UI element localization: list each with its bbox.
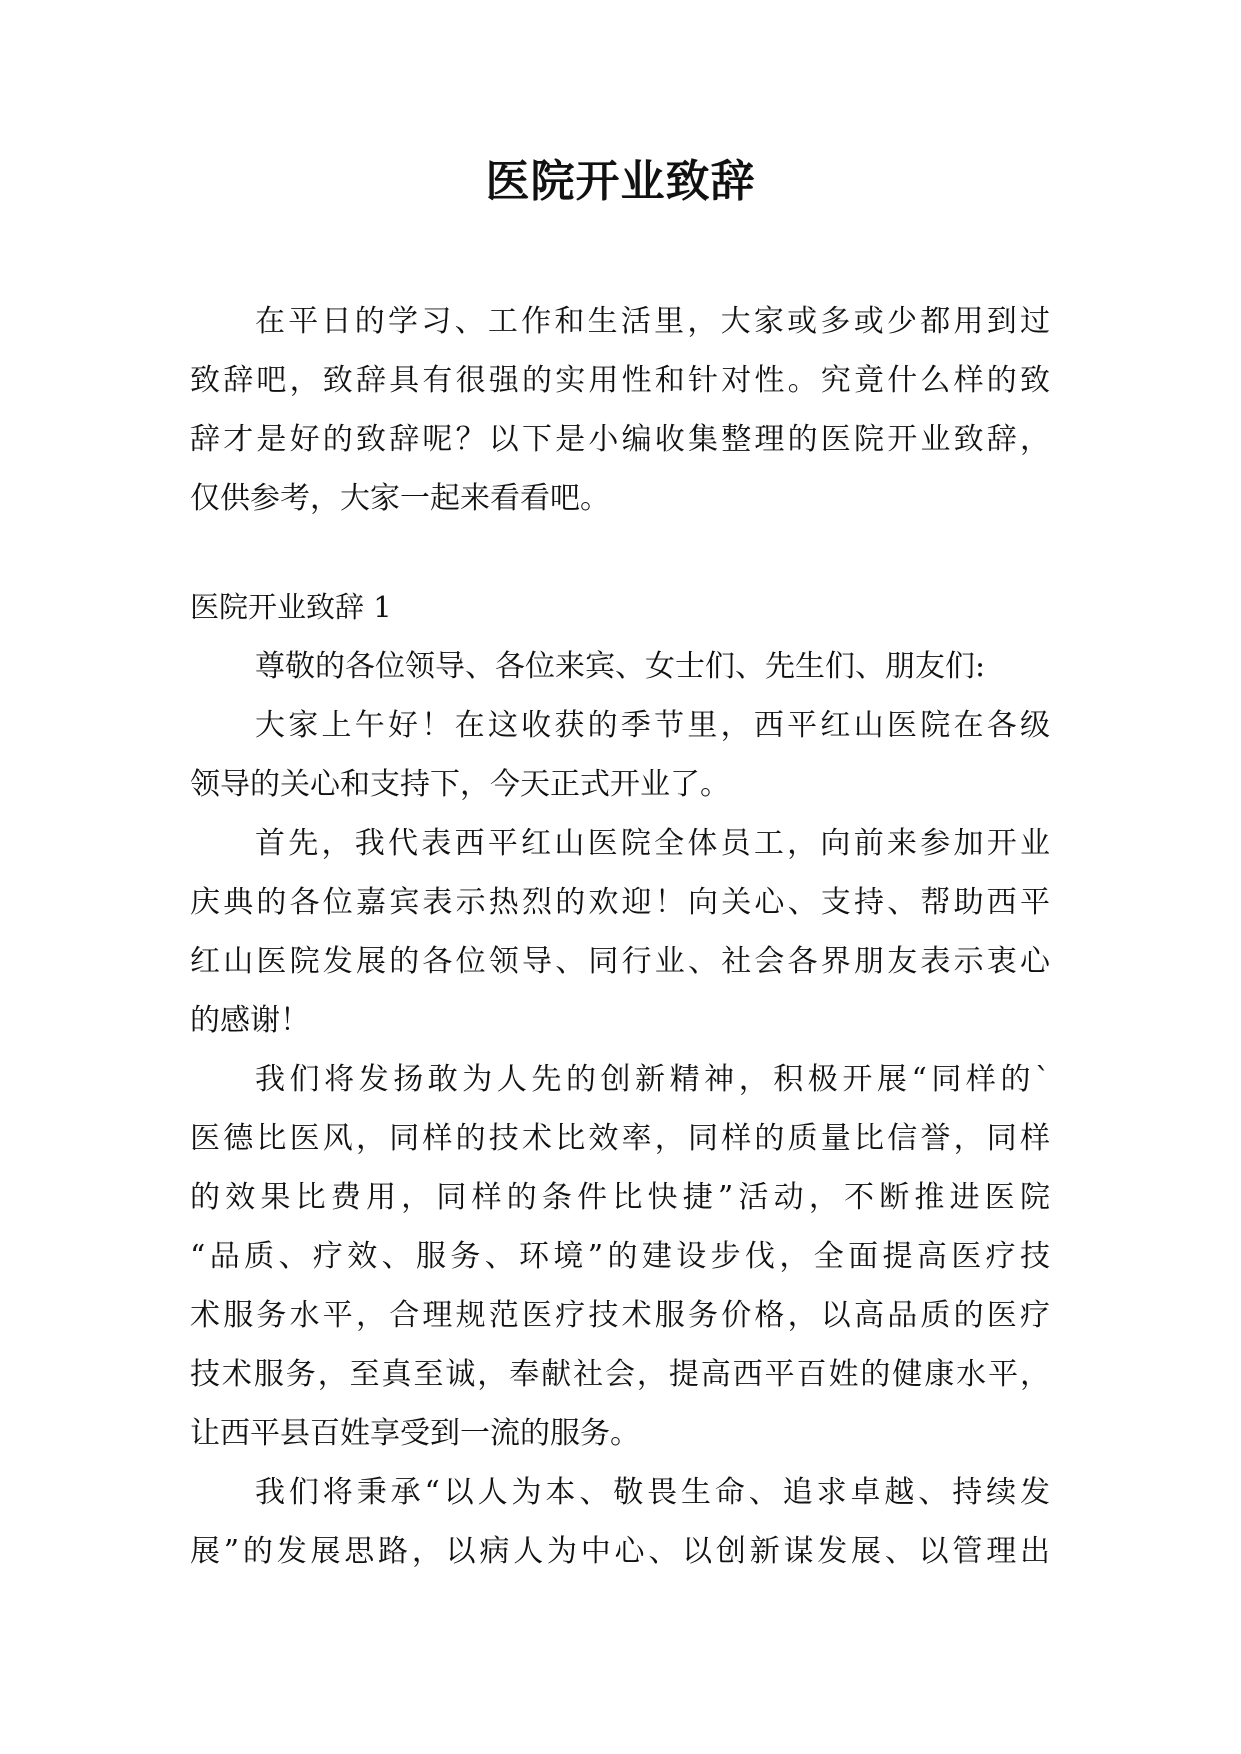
document-title: 医院开业致辞 <box>485 156 756 207</box>
text-line: 的感谢！ <box>190 1003 310 1038</box>
text-line: 我们将发扬敢为人先的创新精神，积极开展“同样的` <box>255 1062 1050 1097</box>
text-line: 大家上午好！在这收获的季节里，西平红山医院在各级 <box>255 708 1050 743</box>
section-1 <box>190 578 1050 1581</box>
section-heading: 医院开业致辞 1 <box>190 590 392 624</box>
text-line: 在平日的学习、工作和生活里，大家或多或少都用到过 <box>255 304 1050 339</box>
text-line: 医德比医风，同样的技术比效率，同样的质量比信誉，同样 <box>190 1121 1050 1156</box>
text-line: 领导的关心和支持下，今天正式开业了。 <box>190 767 730 802</box>
text-line: 让西平县百姓享受到一流的服务。 <box>190 1416 640 1451</box>
text-line: 首先，我代表西平红山医院全体员工，向前来参加开业 <box>255 826 1050 861</box>
text-line: 辞才是好的致辞呢？以下是小编收集整理的医院开业致辞， <box>190 422 1050 457</box>
text-line: 红山医院发展的各位领导、同行业、社会各界朋友表示衷心 <box>190 944 1050 979</box>
text-line: 庆典的各位嘉宾表示热烈的欢迎！向关心、支持、帮助西平 <box>190 885 1050 920</box>
text-line: 仅供参考，大家一起来看看吧。 <box>190 481 610 516</box>
text-line: 尊敬的各位领导、各位来宾、女士们、先生们、朋友们: <box>255 649 986 684</box>
text-line: 术服务水平，合理规范医疗技术服务价格，以高品质的医疗 <box>190 1298 1050 1333</box>
text-line: “品质、疗效、服务、环境”的建设步伐，全面提高医疗技 <box>190 1239 1050 1274</box>
text-line: 致辞吧，致辞具有很强的实用性和针对性。究竟什么样的致 <box>190 363 1050 398</box>
text-line: 我们将秉承“以人为本、敬畏生命、追求卓越、持续发 <box>255 1475 1050 1510</box>
text-line: 的效果比费用，同样的条件比快捷”活动，不断推进医院 <box>190 1180 1050 1215</box>
intro-paragraph <box>190 292 1050 528</box>
text-line: 展”的发展思路，以病人为中心、以创新谋发展、以管理出 <box>190 1534 1050 1569</box>
text-line: 技术服务，至真至诚，奉献社会，提高西平百姓的健康水平， <box>190 1357 1050 1392</box>
